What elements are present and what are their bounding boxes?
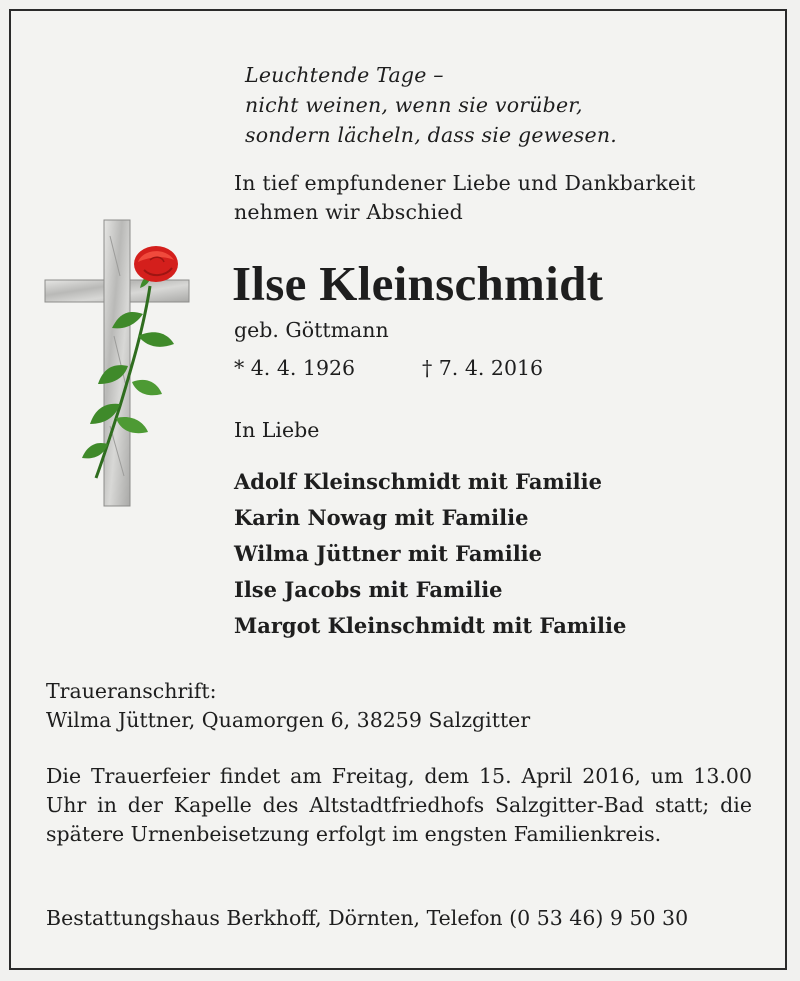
intro-line: In tief empfundener Liebe und Dankbarkeit (234, 171, 696, 195)
mourner: Ilse Jacobs mit Familie (234, 577, 503, 602)
poem-line: Leuchtende Tage – (245, 63, 444, 87)
death-date: † 7. 4. 2016 (422, 356, 544, 380)
mourner: Karin Nowag mit Familie (234, 505, 529, 530)
mourner: Wilma Jüttner mit Familie (234, 541, 543, 566)
birth-date: * 4. 4. 1926 (234, 356, 356, 380)
poem-line: sondern lächeln, dass sie gewesen. (245, 123, 617, 147)
deceased-name: Ilse Kleinschmidt (232, 256, 604, 311)
mourner: Margot Kleinschmidt mit Familie (234, 613, 627, 638)
birth-name: geb. Göttmann (234, 318, 389, 342)
mourner: Adolf Kleinschmidt mit Familie (234, 469, 603, 494)
cross-with-rose-icon (40, 216, 200, 512)
poem-line: nicht weinen, wenn sie vorüber, (245, 93, 583, 117)
mourners-list (234, 464, 626, 644)
undertaker-contact: Bestattungshaus Berkhoff, Dörnten, Telefon (0 53 46) 9 50 30 (46, 906, 689, 930)
intro-text (234, 169, 696, 227)
mourning-address (46, 677, 530, 735)
ceremony-text: Die Trauerfeier findet am Freitag, dem 15. April 2016, um 13.00 Uhr in der Kapelle des Altstadtfriedhofs Salzgitter-Bad statt; die spätere Urnenbeisetzung erfolgt im engsten Familienkreis. (46, 764, 752, 846)
address-label: Traueranschrift: (46, 679, 217, 703)
poem (245, 60, 617, 150)
address-value: Wilma Jüttner, Quamorgen 6, 38259 Salzgitter (46, 708, 531, 732)
intro-line: nehmen wir Abschied (234, 200, 463, 224)
in-liebe-label: In Liebe (234, 418, 320, 442)
